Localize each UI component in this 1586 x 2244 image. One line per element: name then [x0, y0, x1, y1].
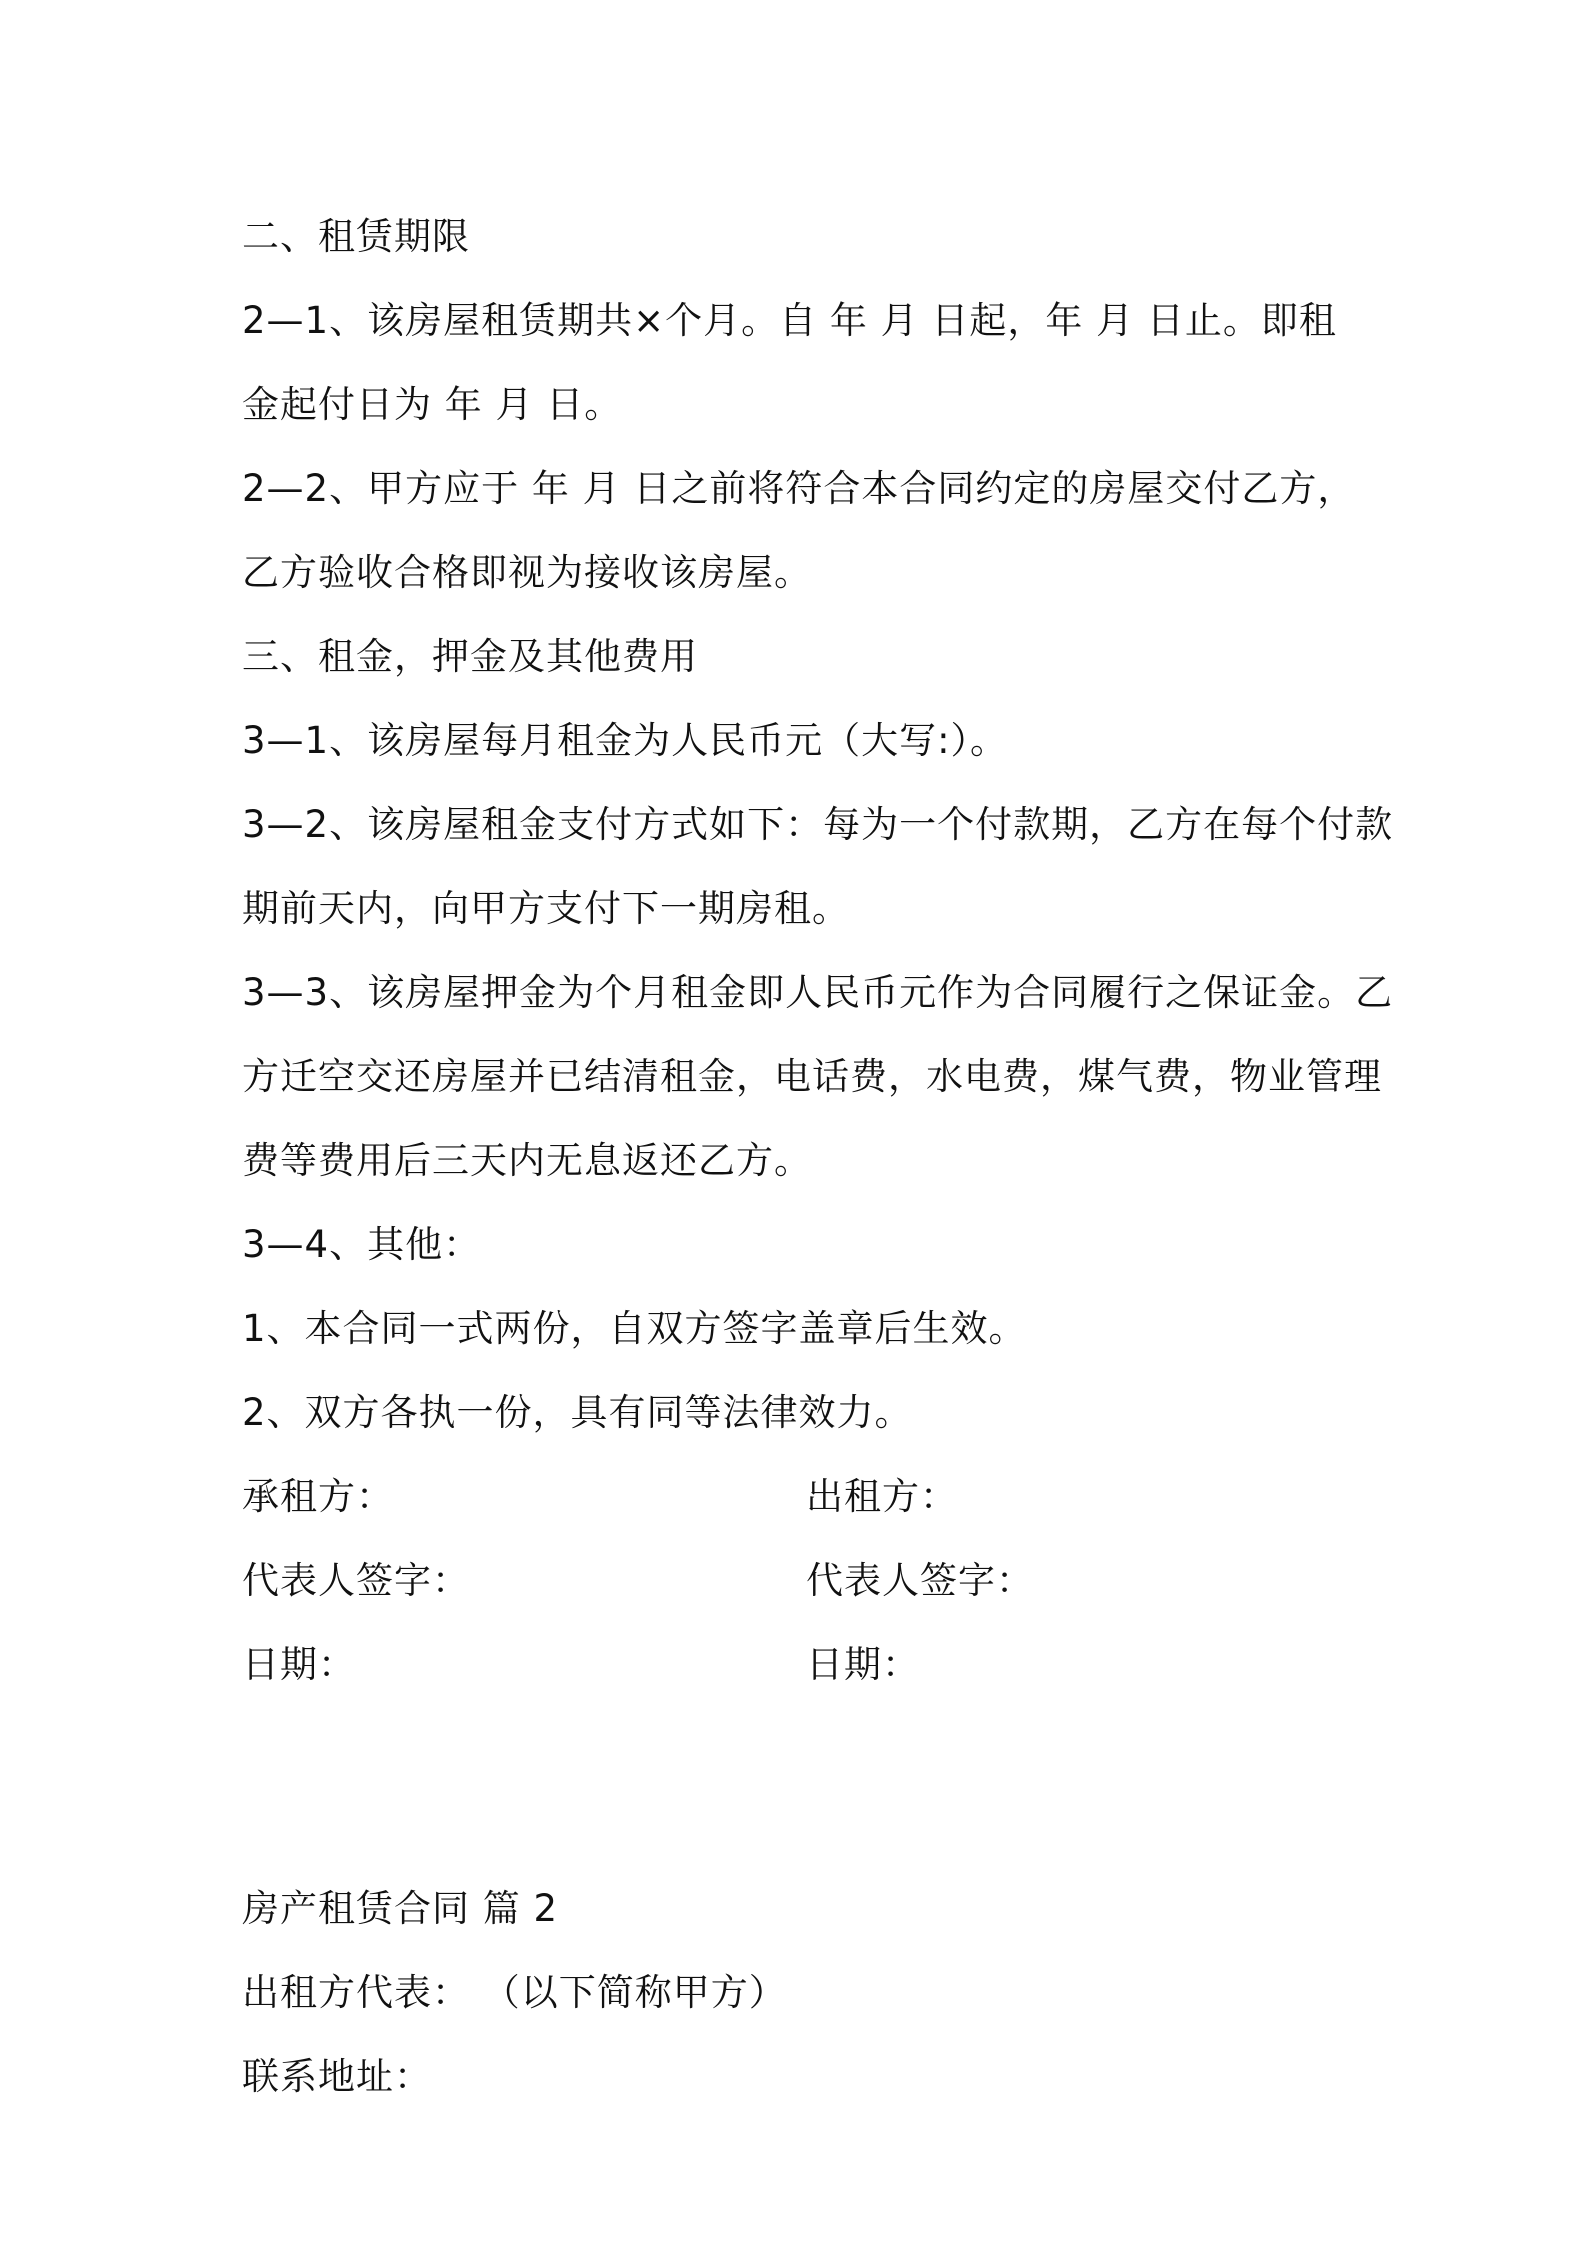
clause-3-3-line-1: 3—3、该房屋押金为个月租金即人民币元作为合同履行之保证金。乙	[242, 971, 1394, 1014]
clause-3-2-line-2: 期前天内，向甲方支付下一期房租。	[242, 887, 850, 930]
section-heading-rent-deposit: 三、租金，押金及其他费用	[242, 635, 698, 678]
clause-2-1-line-1: 2—1、该房屋租赁期共×个月。自 年 月 日起，年 月 日止。即租	[242, 299, 1337, 342]
clause-2-2-line-2: 乙方验收合格即视为接收该房屋。	[242, 551, 812, 594]
clause-2-1-line-2: 金起付日为 年 月 日。	[242, 383, 623, 426]
lessor-representative-line: 出租方代表： （以下简称甲方）	[242, 1971, 787, 2014]
section-spacer	[242, 1707, 1362, 1867]
signature-row-representative	[242, 1539, 1362, 1623]
clause-3-4: 3—4、其他：	[242, 1223, 482, 1266]
lessor-date-label: 日期：	[806, 1643, 920, 1686]
contact-address-label: 联系地址：	[242, 2055, 432, 2098]
clause-3-2-line-1: 3—2、该房屋租金支付方式如下：每为一个付款期，乙方在每个付款	[242, 803, 1394, 846]
lessee-label: 承租方：	[242, 1475, 394, 1518]
lessee-date-label: 日期：	[242, 1643, 356, 1686]
next-contract-title: 房产租赁合同 篇 2	[242, 1887, 559, 1930]
other-item-2: 2、双方各执一份，具有同等法律效力。	[242, 1391, 913, 1434]
lessor-representative-label: 代表人签字：	[806, 1559, 1034, 1602]
document-body	[242, 195, 1394, 2119]
lessor-label: 出租方：	[806, 1475, 958, 1518]
clause-2-2-line-1: 2—2、甲方应于 年 月 日之前将符合本合同约定的房屋交付乙方，	[242, 467, 1356, 510]
other-item-1: 1、本合同一式两份，自双方签字盖章后生效。	[242, 1307, 1027, 1350]
section-heading-lease-term: 二、租赁期限	[242, 215, 470, 258]
clause-3-3-line-3: 费等费用后三天内无息返还乙方。	[242, 1139, 812, 1182]
lessee-representative-label: 代表人签字：	[242, 1559, 470, 1602]
clause-3-3-line-2: 方迁空交还房屋并已结清租金，电话费，水电费，煤气费，物业管理	[242, 1055, 1382, 1098]
clause-3-1: 3—1、该房屋每月租金为人民币元（大写:）。	[242, 719, 1009, 762]
signature-row-party	[242, 1455, 1362, 1539]
signature-row-date	[242, 1623, 1362, 1707]
